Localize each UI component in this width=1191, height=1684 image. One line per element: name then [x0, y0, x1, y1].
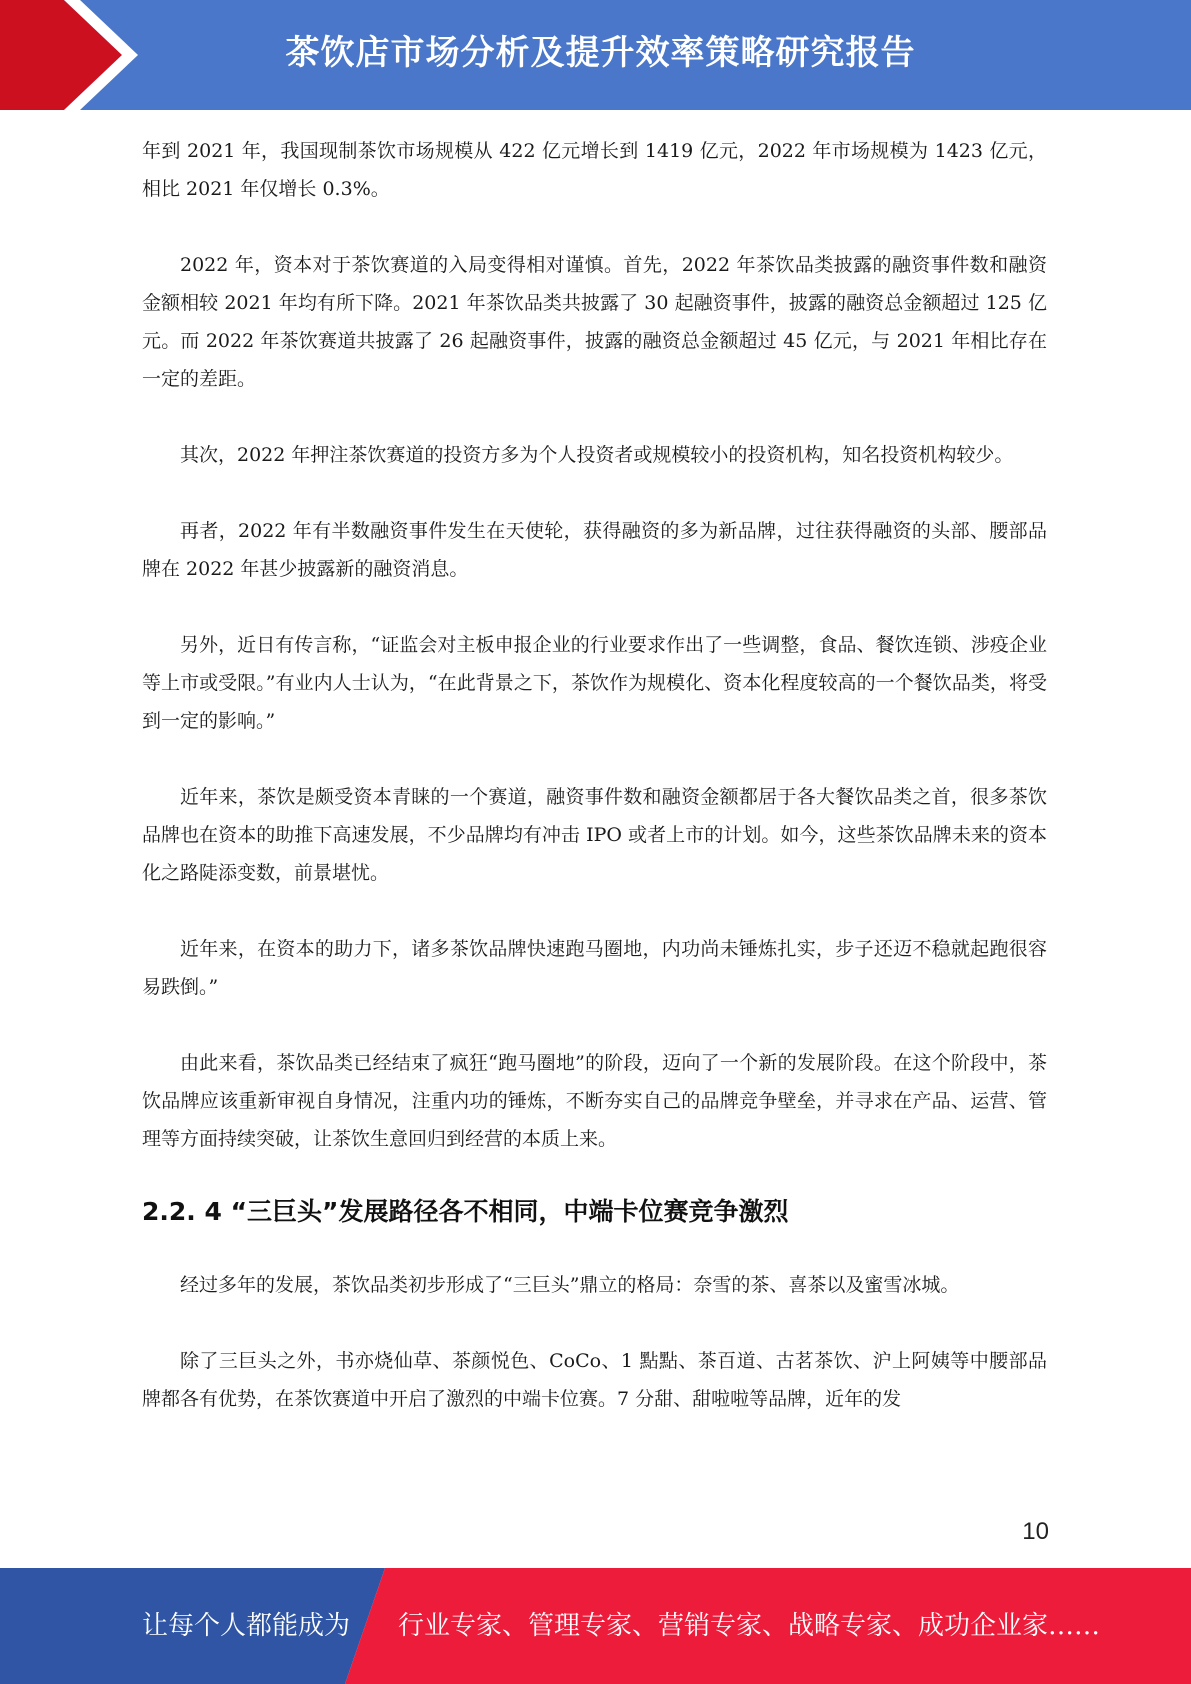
paragraph: 经过多年的发展，茶饮品类初步形成了“三巨头”鼎立的格局：奈雪的茶、喜茶以及蜜雪冰城。	[180, 1274, 960, 1296]
paragraph: 除了三巨头之外，书亦烧仙草、茶颜悦色、CoCo、1 點點、茶百道、古茗茶饮、沪上阿姨等中腰部品牌都各有优势，在茶饮赛道中开启了激烈的中端卡位赛。7 分甜、甜啦啦等品牌，近年的发	[142, 1350, 1047, 1410]
page-number: 10	[1022, 1518, 1049, 1545]
paragraph: 近年来，茶饮是颇受资本青睐的一个赛道，融资事件数和融资金额都居于各大餐饮品类之首，很多茶饮品牌也在资本的助推下高速发展，不少品牌均有冲击 IPO 或者上市的计划。如今，这些茶饮品牌未来的资本化之路陡添变数，前景堪忧。	[142, 786, 1047, 884]
paragraph: 近年来，在资本的助力下，诸多茶饮品牌快速跑马圈地，内功尚未锤炼扎实，步子还迈不稳就起跑很容易跌倒。”	[142, 938, 1047, 998]
paragraph: 另外，近日有传言称，“证监会对主板申报企业的行业要求作出了一些调整，食品、餐饮连锁、涉疫企业等上市或受限。”有业内人士认为，“在此背景之下，茶饮作为规模化、资本化程度较高的一个餐饮品类，将受到一定的影响。”	[142, 634, 1047, 732]
footer-band	[0, 1568, 1191, 1684]
header-band	[0, 0, 1191, 110]
paragraph: 年到 2021 年，我国现制茶饮市场规模从 422 亿元增长到 1419 亿元，2022 年市场规模为 1423 亿元，相比 2021 年仅增长 0.3%。	[142, 140, 1047, 200]
footer-slogan-right: 行业专家、管理专家、营销专家、战略专家、成功企业家……	[398, 1611, 1101, 1641]
chevron-arrow-icon	[0, 0, 150, 110]
paragraph: 其次，2022 年押注茶饮赛道的投资方多为个人投资者或规模较小的投资机构，知名投资机构较少。	[180, 444, 1014, 466]
document-body	[142, 132, 1047, 1418]
report-title: 茶饮店市场分析及提升效率策略研究报告	[285, 33, 916, 73]
footer-slogan-left: 让每个人都能成为	[142, 1611, 351, 1641]
paragraph: 由此来看，茶饮品类已经结束了疯狂“跑马圈地”的阶段，迈向了一个新的发展阶段。在这个阶段中，茶饮品牌应该重新审视自身情况，注重内功的锤炼，不断夯实自己的品牌竞争壁垒，并寻求在产品、运营、管理等方面持续突破，让茶饮生意回归到经营的本质上来。	[142, 1052, 1047, 1150]
paragraph: 2022 年，资本对于茶饮赛道的入局变得相对谨慎。首先，2022 年茶饮品类披露的融资事件数和融资金额相较 2021 年均有所下降。2021 年茶饮品类共披露了 30 起融资事件，披露的融资总金额超过 125 亿元。而 2022 年茶饮赛道共披露了 26 起融资事件，披露的融资总金额超过 45 亿元，与 2021 年相比存在一定的差距。	[142, 254, 1047, 390]
section-heading: 2.2. 4 “三巨头”发展路径各不相同，中端卡位赛竞争激烈	[142, 1197, 789, 1226]
paragraph: 再者，2022 年有半数融资事件发生在天使轮，获得融资的多为新品牌，过往获得融资的头部、腰部品牌在 2022 年甚少披露新的融资消息。	[142, 520, 1047, 580]
